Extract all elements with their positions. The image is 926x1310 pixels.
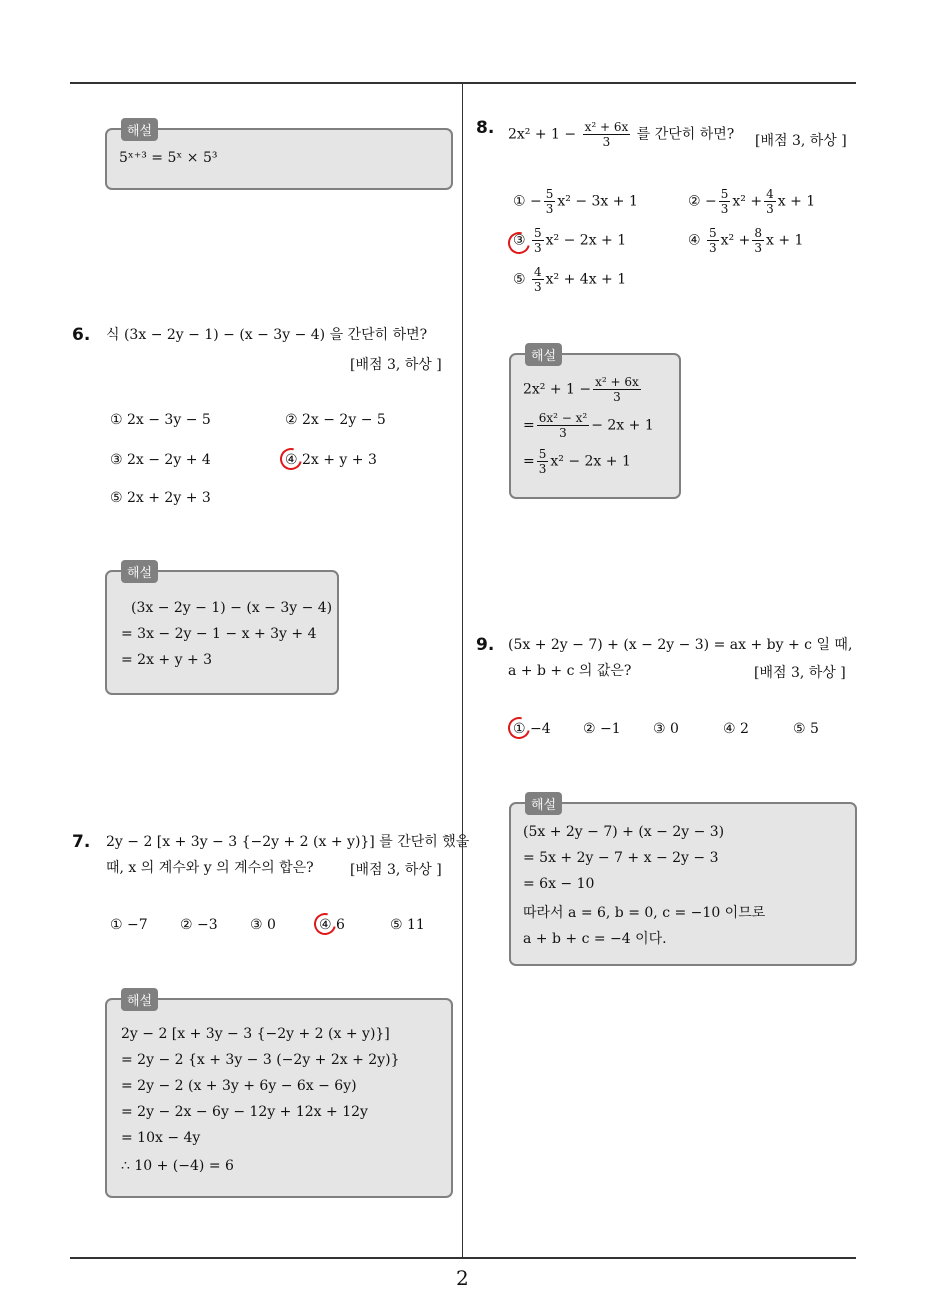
option-rest: x² + xyxy=(732,193,763,210)
option-mark: ⑤ xyxy=(513,271,526,288)
q8-option-1[interactable] xyxy=(513,187,638,216)
solution-fraction xyxy=(537,411,589,440)
solution-label: 해설 xyxy=(121,988,158,1011)
fraction-numerator: 4 xyxy=(766,187,774,201)
q9-number: 9. xyxy=(476,635,495,655)
q7-option-3[interactable]: ③ 0 xyxy=(250,917,276,933)
q6-option-2[interactable]: ② 2x − 2y − 5 xyxy=(285,412,386,428)
option-mark: ④ xyxy=(688,232,701,249)
fraction-denominator: 3 xyxy=(534,241,542,255)
q6-option-4[interactable]: ④ 2x + y + 3 xyxy=(285,452,377,468)
q7-option-5[interactable]: ⑤ 11 xyxy=(390,917,425,933)
q7-solution-line-6: ∴ 10 + (−4) = 6 xyxy=(121,1158,234,1174)
fraction-numerator: 4 xyxy=(534,265,542,279)
q8-text xyxy=(508,120,734,149)
q8-solution-box xyxy=(509,349,681,499)
q8-score: [배점 3, 하상 ] xyxy=(755,133,847,149)
answer-circle-mark xyxy=(276,444,306,474)
q8-solution-line-3 xyxy=(523,447,631,476)
option-fraction-2 xyxy=(764,187,776,216)
solution-label: 해설 xyxy=(525,343,562,366)
q6-option-1[interactable]: ① 2x − 3y − 5 xyxy=(110,412,211,428)
option-mark: ① xyxy=(513,193,526,210)
option-rest: x² − 3x + 1 xyxy=(557,193,638,210)
fraction-numerator: x² + 6x xyxy=(584,120,629,134)
solution-text: x² − 2x + 1 xyxy=(550,453,631,470)
q9-solution-line-2: = 5x + 2y − 7 + x − 2y − 3 xyxy=(523,850,719,866)
option-fraction xyxy=(532,265,544,294)
option-rest-2: x + 1 xyxy=(766,232,804,249)
fraction-numerator: 6x² − x² xyxy=(538,411,588,425)
fraction-numerator: 5 xyxy=(720,187,729,201)
option-fraction xyxy=(532,226,544,255)
q9-solution-line-3: = 6x − 10 xyxy=(523,876,595,892)
fraction-denominator: 3 xyxy=(602,135,611,149)
q6-solution-line-3: = 2x + y + 3 xyxy=(121,652,213,668)
solution-text: 2x² + 1 − xyxy=(523,381,592,398)
q8-option-5[interactable] xyxy=(513,265,626,294)
option-fraction-2 xyxy=(752,226,764,255)
fraction-numerator: x² + 6x xyxy=(595,375,639,389)
q7-option-4[interactable]: ④ 6 xyxy=(319,917,345,933)
solution-fraction xyxy=(537,447,549,476)
fraction-denominator: 3 xyxy=(709,241,717,255)
option-sign: − xyxy=(705,193,717,210)
q7-score: [배점 3, 하상 ] xyxy=(350,862,442,878)
bottom-rule xyxy=(70,1257,856,1259)
page-number: 2 xyxy=(456,1266,469,1290)
q8-fraction xyxy=(583,120,631,149)
fraction-numerator: 8 xyxy=(754,226,762,240)
solution-label: 해설 xyxy=(525,792,562,815)
q9-solution-line-1: (5x + 2y − 7) + (x − 2y − 3) xyxy=(523,824,725,840)
q8-solution-line-2 xyxy=(523,411,654,440)
q8-solution-line-1 xyxy=(523,375,643,404)
q6-option-5[interactable]: ⑤ 2x + 2y + 3 xyxy=(110,490,211,506)
q8-number: 8. xyxy=(476,118,495,138)
solution-label: 해설 xyxy=(121,560,158,583)
fraction-numerator: 5 xyxy=(538,447,547,461)
q8-text-post: 를 간단히 하면? xyxy=(636,126,735,143)
q5-solution-line: 5ˣ⁺³ = 5ˣ × 5³ xyxy=(119,150,218,166)
q6-option-3[interactable]: ③ 2x − 2y + 4 xyxy=(110,452,211,468)
q5-solution-box xyxy=(105,124,453,190)
option-rest-2: x + 1 xyxy=(777,193,816,210)
fraction-denominator: 3 xyxy=(720,202,729,216)
fraction-denominator: 3 xyxy=(766,202,774,216)
q9-solution-box xyxy=(509,798,857,966)
option-rest: x² + xyxy=(720,232,751,249)
q8-text-pre: 2x² + 1 − xyxy=(508,126,577,143)
option-fraction xyxy=(544,187,556,216)
q7-option-2[interactable]: ② −3 xyxy=(180,917,218,933)
q9-option-4[interactable]: ④ 2 xyxy=(723,721,749,737)
q9-option-5[interactable]: ⑤ 5 xyxy=(793,721,819,737)
option-rest: x² + 4x + 1 xyxy=(545,271,627,288)
q7-text-line-2: 때, x 의 계수와 y 의 계수의 합은? xyxy=(106,860,314,876)
fraction-numerator: 5 xyxy=(534,226,542,240)
option-mark: ③ xyxy=(513,232,526,249)
q8-option-2[interactable] xyxy=(688,187,815,216)
q9-option-3[interactable]: ③ 0 xyxy=(653,721,679,737)
q7-solution-line-2: = 2y − 2 {x + 3y − 3 (−2y + 2x + 2y)} xyxy=(121,1052,400,1068)
q7-option-1[interactable]: ① −7 xyxy=(110,917,148,933)
q9-text-line-2: a + b + c 의 값은? xyxy=(508,663,632,679)
q9-score: [배점 3, 하상 ] xyxy=(754,665,846,681)
q6-solution-box xyxy=(105,566,339,695)
top-rule xyxy=(70,82,856,84)
q9-solution-line-4: 따라서 a = 6, b = 0, c = −10 이므로 xyxy=(523,905,766,921)
solution-text: = xyxy=(523,453,535,470)
solution-label: 해설 xyxy=(121,118,158,141)
option-fraction xyxy=(719,187,731,216)
solution-text: − 2x + 1 xyxy=(591,417,654,434)
q6-solution-line-1: (3x − 2y − 1) − (x − 3y − 4) xyxy=(131,600,333,616)
q7-text-line-1: 2y − 2 [x + 3y − 3 {−2y + 2 (x + y)}] 를 간단히 했을 xyxy=(106,834,470,850)
q9-option-1[interactable]: ① −4 xyxy=(513,721,551,737)
q9-solution-line-5: a + b + c = −4 이다. xyxy=(523,931,667,947)
option-sign: − xyxy=(530,193,542,210)
solution-fraction xyxy=(593,375,641,404)
q8-option-4[interactable] xyxy=(688,226,803,255)
fraction-denominator: 3 xyxy=(545,202,554,216)
q7-solution-box xyxy=(105,994,453,1198)
answer-circle-mark xyxy=(504,713,534,743)
q6-score: [배점 3, 하상 ] xyxy=(350,357,442,373)
answer-circle-mark xyxy=(310,909,340,939)
q6-text: 식 (3x − 2y − 1) − (x − 3y − 4) 을 간단히 하면? xyxy=(106,327,428,343)
fraction-denominator: 3 xyxy=(559,426,567,440)
option-rest: x² − 2x + 1 xyxy=(545,232,627,249)
q7-number: 7. xyxy=(72,832,91,852)
q7-solution-line-3: = 2y − 2 (x + 3y + 6y − 6x − 6y) xyxy=(121,1078,357,1094)
fraction-denominator: 3 xyxy=(754,241,762,255)
fraction-numerator: 5 xyxy=(709,226,717,240)
q7-solution-line-4: = 2y − 2x − 6y − 12y + 12x + 12y xyxy=(121,1104,368,1120)
q6-number: 6. xyxy=(72,325,91,345)
option-fraction xyxy=(707,226,719,255)
q9-option-2[interactable]: ② −1 xyxy=(583,721,621,737)
q7-solution-line-5: = 10x − 4y xyxy=(121,1130,201,1146)
q7-solution-line-1: 2y − 2 [x + 3y − 3 {−2y + 2 (x + y)}] xyxy=(121,1026,390,1042)
fraction-denominator: 3 xyxy=(534,280,542,294)
solution-text: = xyxy=(523,417,535,434)
q9-text-line-1: (5x + 2y − 7) + (x − 2y − 3) = ax + by + c 일 때, xyxy=(508,637,853,653)
fraction-denominator: 3 xyxy=(538,462,547,476)
fraction-denominator: 3 xyxy=(613,390,621,404)
column-divider xyxy=(462,84,463,1258)
q6-solution-line-2: = 3x − 2y − 1 − x + 3y + 4 xyxy=(121,626,317,642)
option-mark: ② xyxy=(688,193,701,210)
fraction-numerator: 5 xyxy=(545,187,554,201)
